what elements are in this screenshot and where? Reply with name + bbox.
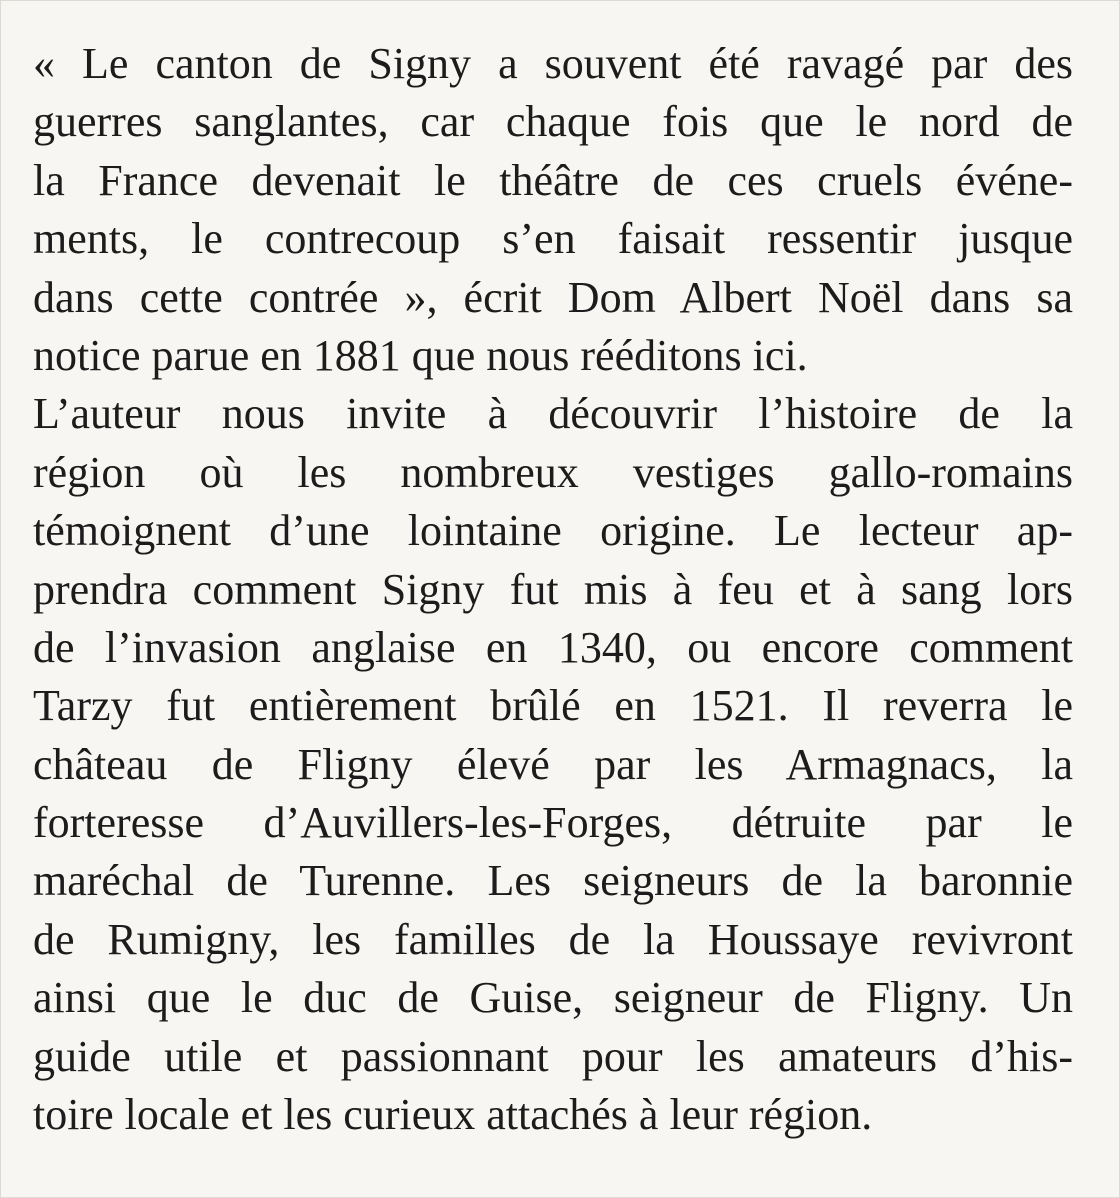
text-line: forteresse d’Auvillers-les-Forges, détruite par le <box>33 798 1073 848</box>
text-line: de Rumigny, les familles de la Houssaye revivront <box>33 914 1073 964</box>
text-line: de l’invasion anglaise en 1340, ou encore comment <box>33 622 1073 672</box>
text-line: témoignent d’une lointaine origine. Le lecteur ap- <box>33 506 1073 556</box>
text-line: ments, le contrecoup s’en faisait ressentir jusque <box>33 214 1073 264</box>
text-line: toire locale et les curieux attachés à leur région. <box>33 1090 873 1140</box>
text-line: château de Fligny élevé par les Armagnacs, la <box>33 739 1073 789</box>
text-line: guerres sanglantes, car chaque fois que le nord de <box>33 97 1073 147</box>
text-line: Tarzy fut entièrement brûlé en 1521. Il reverra le <box>33 681 1073 731</box>
text-line: dans cette contrée », écrit Dom Albert Noël dans sa <box>33 272 1073 322</box>
text-line: ainsi que le duc de Guise, seigneur de Fligny. Un <box>33 973 1073 1023</box>
text-line: la France devenait le théâtre de ces cruels événe- <box>33 155 1073 205</box>
text-line: notice parue en 1881 que nous rééditons ici. <box>33 330 808 380</box>
text-line: prendra comment Signy fut mis à feu et à sang lors <box>33 564 1073 614</box>
paragraph-intro-quote <box>33 35 1073 385</box>
text-line: « Le canton de Signy a souvent été ravagé par des <box>33 39 1073 88</box>
paragraph-description <box>33 385 1073 1144</box>
text-line: guide utile et passionnant pour les amateurs d’his- <box>33 1031 1073 1081</box>
text-line: L’auteur nous invite à découvrir l’histoire de la <box>33 389 1073 439</box>
blurb-text <box>33 35 1073 1144</box>
text-line: maréchal de Turenne. Les seigneurs de la baronnie <box>33 856 1073 906</box>
text-line: région où les nombreux vestiges gallo-romains <box>33 447 1073 497</box>
